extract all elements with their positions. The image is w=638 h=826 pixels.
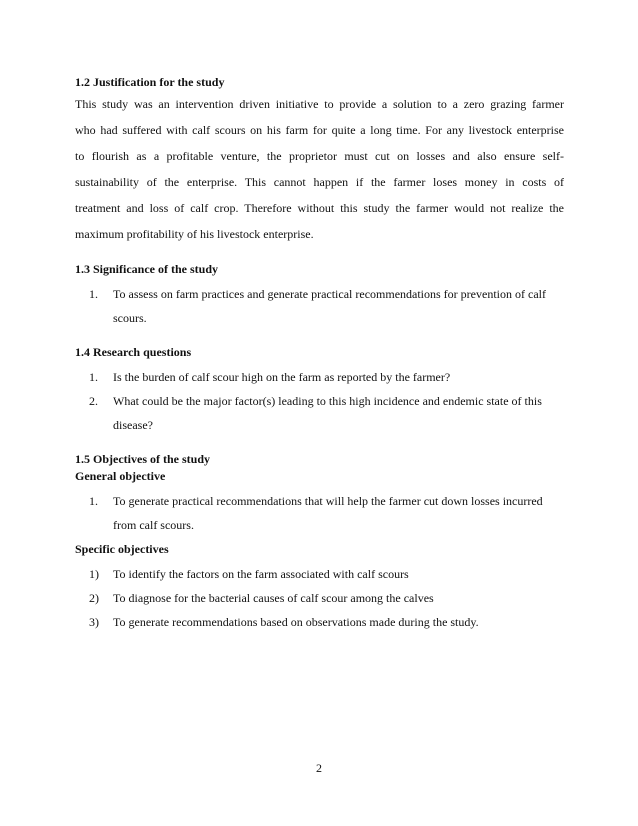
section-heading-significance: 1.3 Significance of the study	[75, 262, 219, 276]
list-item-text: To identify the factors on the farm associated with calf scours	[113, 567, 409, 581]
list-item	[75, 389, 564, 437]
section-research-questions	[75, 344, 564, 437]
section-heading-research-questions: 1.4 Research questions	[75, 345, 192, 359]
paragraph-line: maximum profitability of his livestock enterprise.	[75, 227, 314, 241]
list-item-text: To assess on farm practices and generate practical recommendations for prevention of calf scours.	[113, 287, 546, 325]
section-significance	[75, 261, 564, 330]
list-item-text: To diagnose for the bacterial causes of calf scour among the calves	[113, 591, 434, 605]
paragraph-line: This study was an intervention driven initiative to provide a solution to a zero grazing farmer	[75, 97, 564, 111]
section-heading-objectives: 1.5 Objectives of the study	[75, 452, 210, 466]
general-objective-heading: General objective	[75, 469, 166, 483]
list-item	[75, 562, 564, 586]
general-objectives-list	[75, 489, 564, 537]
list-item-number: 1.	[89, 494, 98, 508]
section-heading-justification: 1.2 Justification for the study	[75, 75, 225, 89]
list-item-text: To generate practical recommendations that will help the farmer cut down losses incurred from calf scours.	[113, 494, 543, 532]
list-item-text: What could be the major factor(s) leading to this high incidence and endemic state of this disease?	[113, 394, 542, 432]
paragraph-line: to flourish as a profitable venture, the proprietor must cut on losses and also ensure self-	[75, 149, 564, 163]
list-item	[75, 282, 564, 330]
list-item	[75, 365, 564, 389]
list-item-text: Is the burden of calf scour high on the farm as reported by the farmer?	[113, 370, 451, 384]
justification-paragraph	[75, 91, 564, 247]
list-item-number: 1.	[89, 287, 98, 301]
paragraph-line: who had suffered with calf scours on his farm for quite a long time. For any livestock enterprise	[75, 123, 564, 137]
list-item-number: 1.	[89, 370, 98, 384]
list-item	[75, 489, 564, 537]
page-content	[75, 74, 564, 634]
section-objectives	[75, 451, 564, 634]
paragraph-line: treatment and loss of calf crop. Therefore without this study the farmer would not realize the	[75, 201, 564, 215]
specific-objectives-heading: Specific objectives	[75, 542, 169, 556]
specific-objectives-list	[75, 562, 564, 634]
section-justification	[75, 74, 564, 247]
paragraph-line: sustainability of the enterprise. This cannot happen if the farmer loses money in costs of	[75, 175, 564, 189]
list-item-number: 3)	[89, 615, 99, 629]
list-item-number: 2)	[89, 591, 99, 605]
list-item-number: 2.	[89, 394, 98, 408]
significance-list	[75, 282, 564, 330]
list-item	[75, 610, 564, 634]
page-number: 2	[316, 761, 322, 775]
research-questions-list	[75, 365, 564, 437]
list-item-number: 1)	[89, 567, 99, 581]
list-item-text: To generate recommendations based on observations made during the study.	[113, 615, 479, 629]
list-item	[75, 586, 564, 610]
